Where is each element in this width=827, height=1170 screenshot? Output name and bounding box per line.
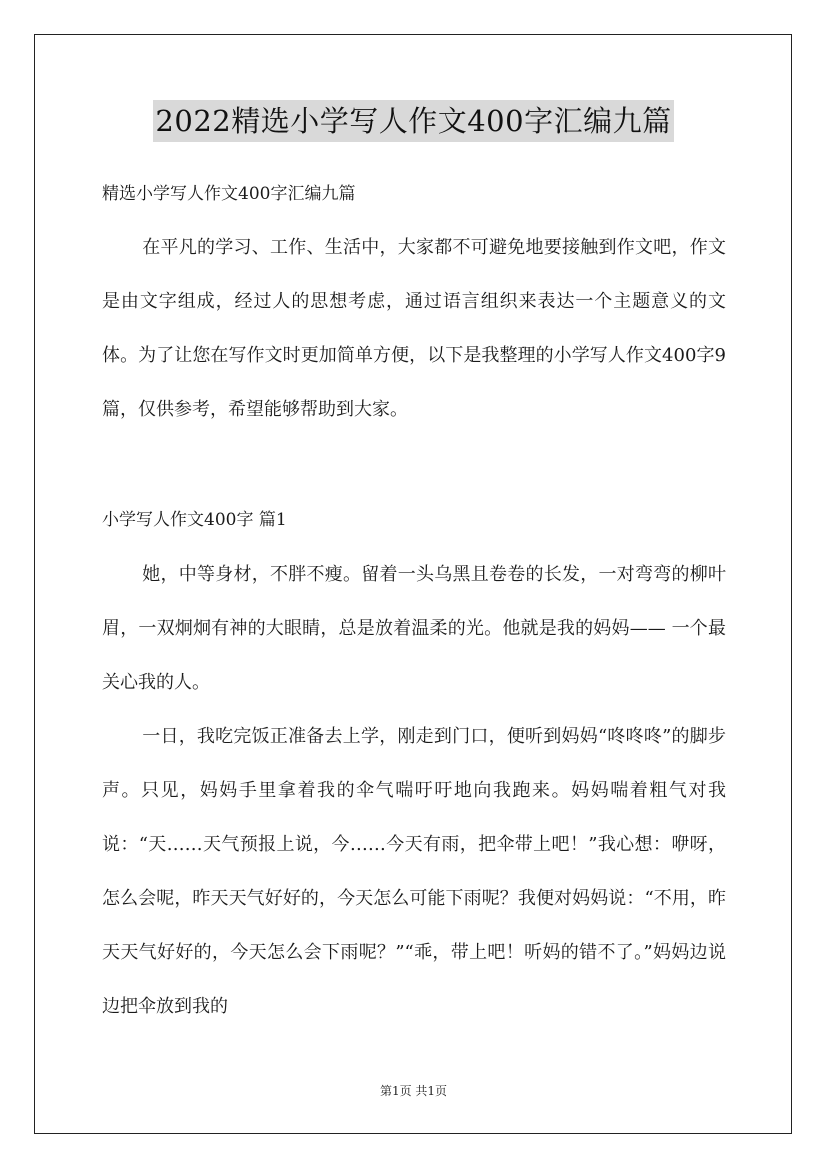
document-title: 2022精选小学写人作文400字汇编九篇 (153, 100, 673, 142)
body-paragraph-2-text: 一日，我吃完饭正准备去上学，刚走到门口，便听到妈妈“咚咚咚”的脚步声。只见，妈妈手里拿着我的伞气喘吁吁地向我跑来。妈妈喘着粗气对我说：“天……天气预报上说，今……今天有雨，把伞带上吧！”我心想：咿呀，怎么会呢，昨天天气好好的，今天怎么可能下雨呢？我便对妈妈说：“不用，昨天天气好好的，今天怎么会下雨呢？”“乖，带上吧！听妈的错不了。”妈妈边说边把伞放到我的 (102, 726, 726, 1017)
body-paragraph-1 (102, 548, 726, 710)
page-footer: 第1页 共1页 (379, 1084, 448, 1098)
intro-text: 在平凡的学习、工作、生活中，大家都不可避免地要接触到作文吧，作文是由文字组成，经过人的思想考虑，通过语言组织来表达一个主题意义的文体。为了让您在写作文时更加简单方便，以下是我整理的小学写人作文400字9篇，仅供参考，希望能够帮助到大家。 (102, 237, 726, 420)
body-paragraph-1-text: 她，中等身材，不胖不瘦。留着一头乌黑且卷卷的长发，一对弯弯的柳叶眉，一双炯炯有神的大眼睛，总是放着温柔的光。他就是我的妈妈—— 一个最关心我的人。 (102, 564, 726, 693)
title-container (0, 100, 827, 142)
document-subtitle: 精选小学写人作文400字汇编九篇 (102, 184, 356, 204)
body-paragraph-2 (102, 710, 726, 1034)
section-heading: 小学写人作文400字 篇1 (102, 510, 287, 530)
intro-paragraph (102, 221, 726, 437)
